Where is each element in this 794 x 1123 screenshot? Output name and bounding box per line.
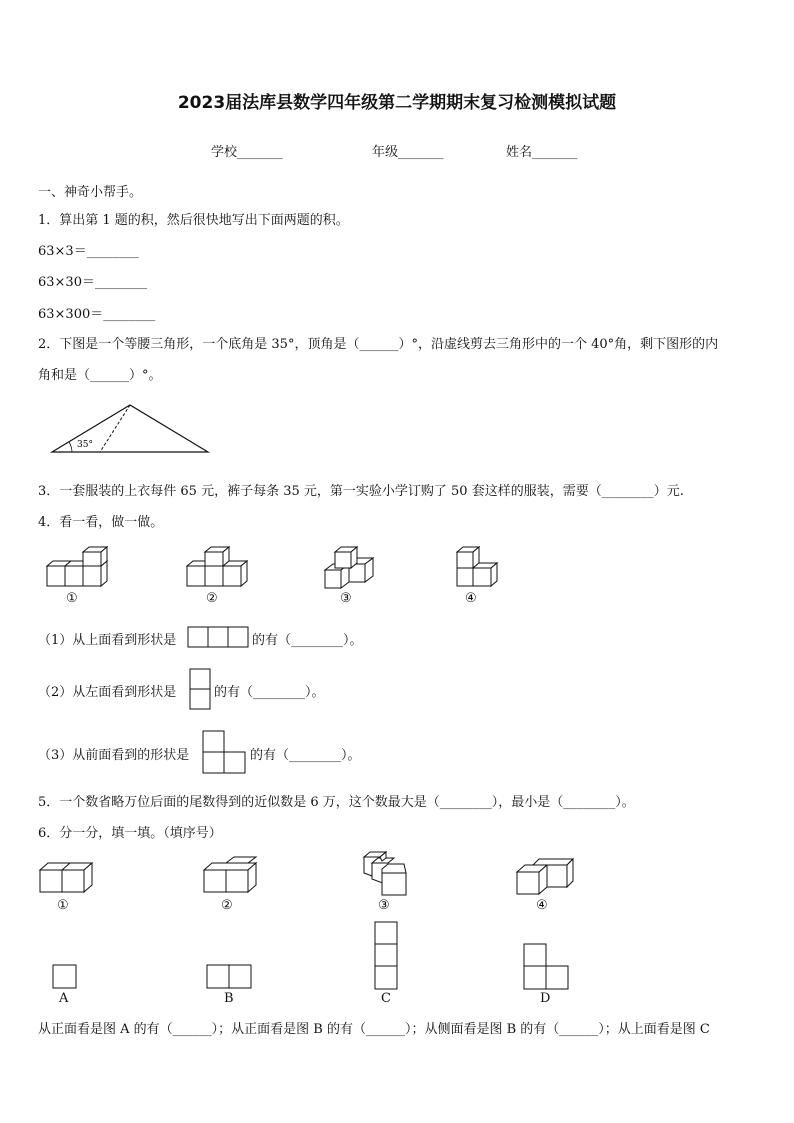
question-1: 1．算出第 1 题的积，然后很快地写出下面两题的积。 [38, 213, 349, 228]
q1-line-2: 63×30＝________ [38, 275, 147, 290]
q4-sub-3: （3）从前面看到的形状是 [38, 748, 190, 763]
q4-label-2: ② [206, 591, 218, 606]
front-view-l-shape [202, 730, 246, 774]
q4-label-1: ① [66, 591, 78, 606]
isosceles-triangle-figure [50, 402, 210, 454]
q4-label-3: ③ [340, 591, 352, 606]
q6-solid-1 [38, 856, 94, 896]
question-2: 2．下图是一个等腰三角形，一个底角是 35°，顶角是（______）°，沿虚线剪去三角形中的一个 40°角，剩下图形的内 [38, 337, 719, 352]
question-2-cont: 角和是（______）°。 [38, 368, 162, 383]
question-5: 5．一个数省略万位后面的尾数得到的近似数是 6 万，这个数最大是（________），最小是（________）。 [38, 795, 635, 810]
q6-solid-3 [362, 851, 410, 897]
view-d-l-shape [523, 943, 569, 990]
question-4: 4．看一看，做一做。 [38, 515, 164, 530]
q4-sub-1-blank: 的有（________）。 [252, 633, 363, 648]
q6-label-2: ② [221, 898, 233, 913]
q6-label-4: ④ [536, 898, 548, 913]
view-c-three-stacked [374, 921, 398, 991]
question-6: 6．分一分，填一填。（填序号） [38, 826, 222, 841]
q4-solid-4 [455, 548, 500, 590]
q1-line-3: 63×300＝________ [38, 307, 156, 322]
q4-sub-2-blank: 的有（________）。 [214, 685, 325, 700]
view-a-one-square [52, 964, 78, 990]
q6-label-1: ① [57, 898, 69, 913]
left-view-two-squares [189, 668, 211, 710]
q4-label-4: ④ [465, 591, 477, 606]
q6-solid-4 [515, 856, 575, 896]
page-title: 2023届法库县数学四年级第二学期期末复习检测模拟试题 [177, 93, 617, 113]
q6-label-3: ③ [378, 898, 390, 913]
grade-field: 年级_______ [372, 145, 444, 160]
section-heading: 一、神奇小帮手。 [38, 185, 143, 200]
q6-answer-line: 从正面看是图 A 的有（______）；从正面看是图 B 的有（______）；从侧面看是图 B 的有（______）；从上面看是图 C [38, 1022, 710, 1037]
q4-solid-2 [185, 548, 250, 590]
question-3: 3．一套服装的上衣每件 65 元，裤子每条 35 元，第一实验小学订购了 50 套这样的服装，需要（________）元. [38, 484, 684, 499]
q4-sub-1: （1）从上面看到形状是 [38, 633, 177, 648]
q1-line-1: 63×3＝________ [38, 244, 139, 259]
q4-solid-1 [45, 548, 110, 590]
q4-solid-3 [323, 546, 378, 590]
school-field: 学校_______ [211, 145, 283, 160]
view-label-c: C [381, 991, 391, 1006]
angle-label: 35° [77, 440, 93, 450]
view-label-a: A [59, 991, 69, 1006]
q4-sub-2: （2）从左面看到形状是 [38, 685, 177, 700]
top-view-three-squares [187, 626, 249, 648]
q4-sub-3-blank: 的有（________）。 [250, 748, 361, 763]
name-field: 姓名_______ [506, 145, 578, 160]
q6-solid-2 [202, 856, 258, 896]
view-label-b: B [224, 991, 234, 1006]
view-label-d: D [540, 991, 551, 1006]
view-b-two-squares [206, 964, 252, 990]
